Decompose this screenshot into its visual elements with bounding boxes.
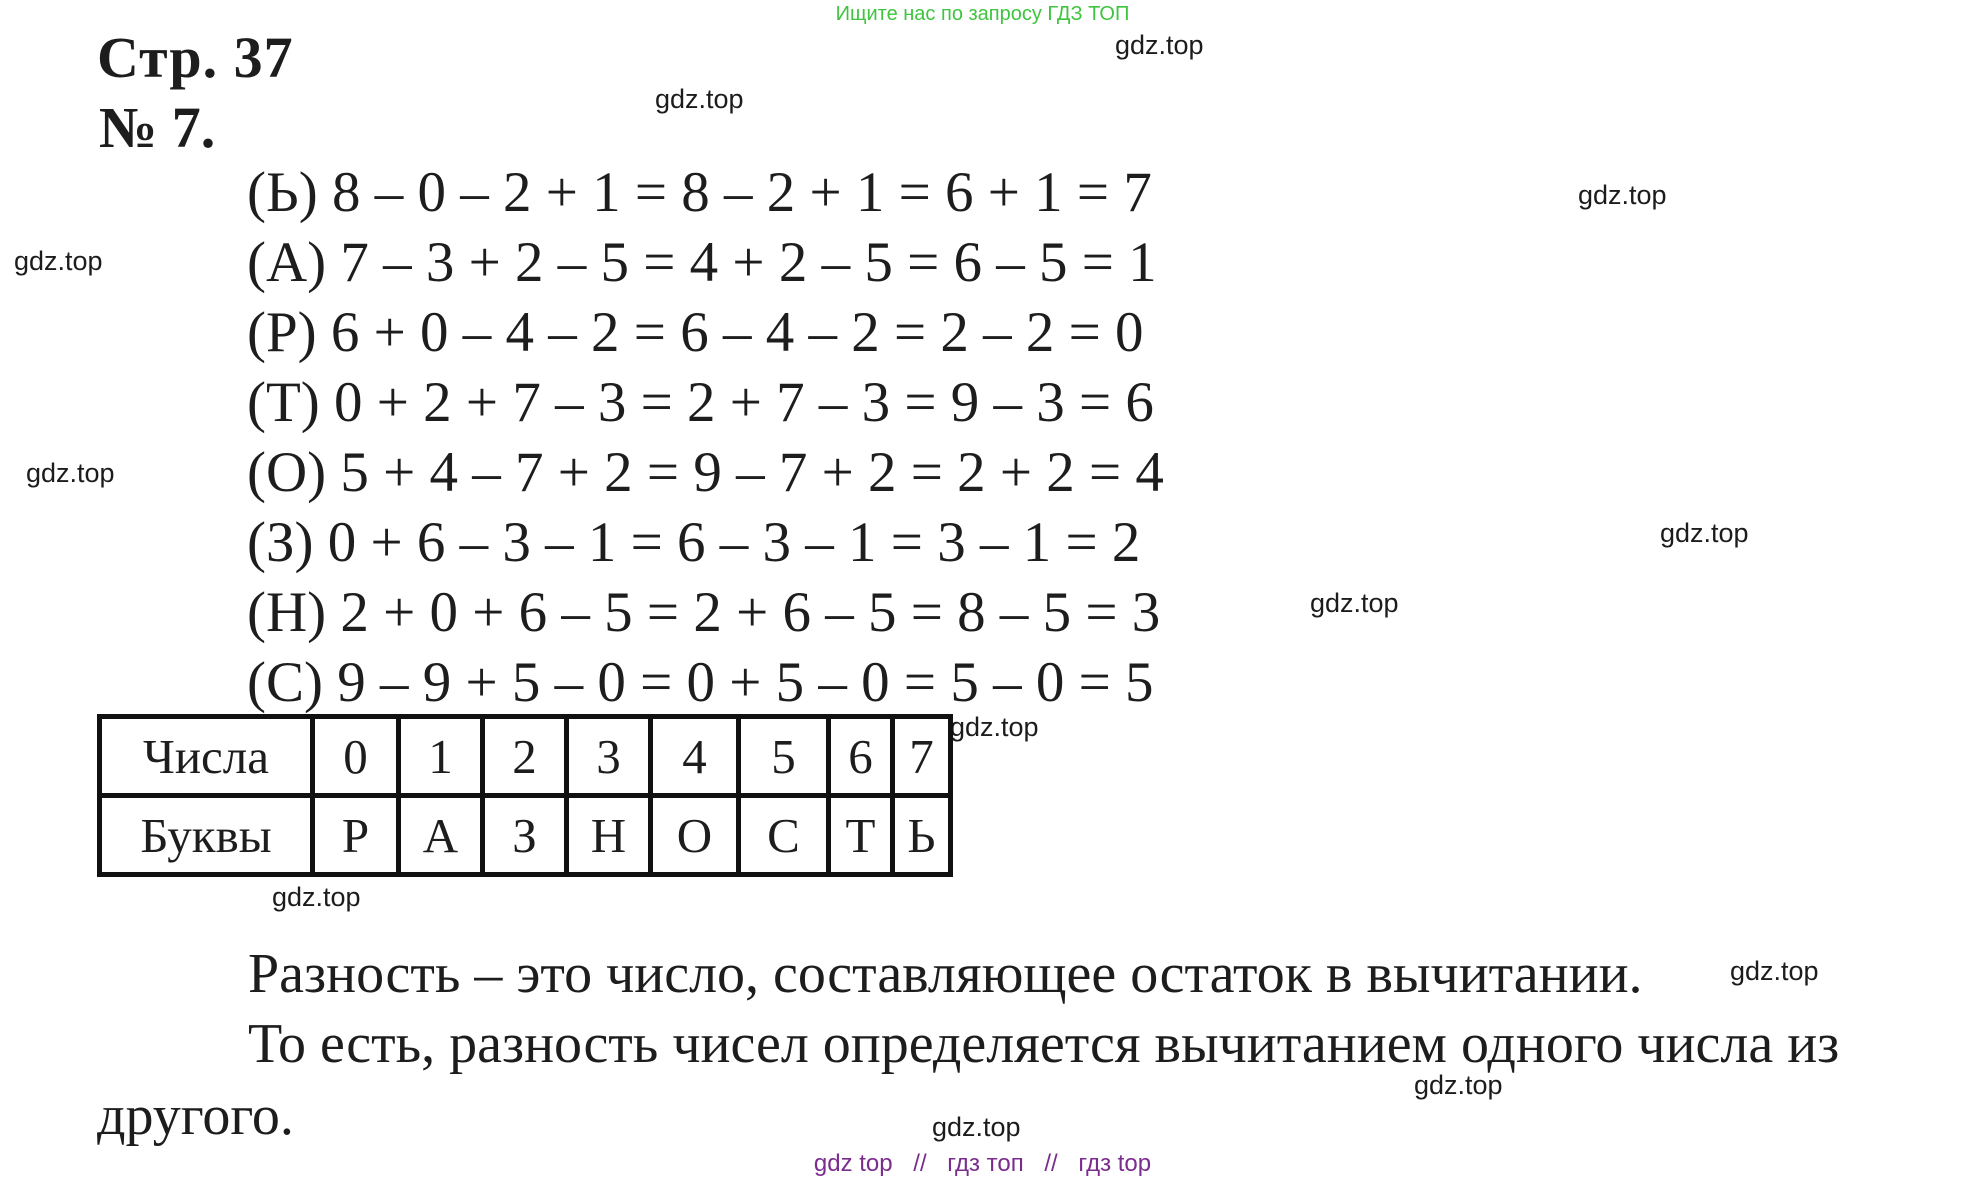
equation-line: (Р) 6 + 0 – 4 – 2 = 6 – 4 – 2 = 2 – 2 = 0 <box>247 301 1144 364</box>
table-row-label: Буквы <box>100 796 313 875</box>
equations-block <box>247 158 1164 718</box>
answer-text-line: То есть, разность чисел определяется вычитанием одного числа из <box>248 1013 1840 1075</box>
watermark-gdz-top: gdz.top <box>272 882 361 912</box>
table-cell: Ь <box>893 796 951 875</box>
watermark-gdz-top: gdz.top <box>950 712 1039 742</box>
watermark-gdz-top: gdz.top <box>1414 1070 1503 1100</box>
table-cell: 5 <box>739 717 829 796</box>
table-cell: С <box>739 796 829 875</box>
footer-link[interactable]: gdz top <box>813 1150 893 1177</box>
table-cell: 2 <box>483 717 567 796</box>
table-cell: 0 <box>313 717 399 796</box>
answer-text-line: другого. <box>97 1085 294 1147</box>
watermark-gdz-top: gdz.top <box>14 246 103 276</box>
watermark-gdz-top: gdz.top <box>1578 180 1667 210</box>
watermark-gdz-top: gdz.top <box>1310 588 1399 618</box>
equation-line: (Н) 2 + 0 + 6 – 5 = 2 + 6 – 5 = 8 – 5 = 3 <box>247 581 1161 644</box>
watermark-gdz-top: gdz.top <box>26 458 115 488</box>
footer-links <box>0 1150 1965 1178</box>
equation-line: (З) 0 + 6 – 3 – 1 = 6 – 3 – 1 = 3 – 1 = 2 <box>247 511 1141 574</box>
footer-link[interactable]: гдз топ <box>947 1150 1024 1177</box>
table-cell: Н <box>567 796 651 875</box>
table-cell: 6 <box>829 717 893 796</box>
table-cell: 3 <box>567 717 651 796</box>
footer-separator: // <box>1044 1150 1058 1177</box>
answer-table <box>97 714 953 877</box>
promo-banner: Ищите нас по запросу ГДЗ ТОП <box>835 3 1130 25</box>
watermark-gdz-top: gdz.top <box>1730 956 1819 986</box>
equation-line: (Ь) 8 – 0 – 2 + 1 = 8 – 2 + 1 = 6 + 1 = 7 <box>247 161 1152 224</box>
table-cell: Р <box>313 796 399 875</box>
answer-text-line: Разность – это число, составляющее остаток в вычитании. <box>248 943 1643 1005</box>
page-title: Стр. 37 <box>97 25 294 90</box>
footer-separator: // <box>913 1150 927 1177</box>
footer-link[interactable]: гдз top <box>1078 1150 1152 1177</box>
equation-line: (С) 9 – 9 + 5 – 0 = 0 + 5 – 0 = 5 – 0 = 5 <box>247 651 1154 714</box>
numbers-row <box>100 717 951 796</box>
table-cell: 4 <box>651 717 739 796</box>
equation-line: (О) 5 + 4 – 7 + 2 = 9 – 7 + 2 = 2 + 2 = 4 <box>247 441 1164 504</box>
table-cell: Т <box>829 796 893 875</box>
table-cell: 1 <box>399 717 483 796</box>
equation-line: (Т) 0 + 2 + 7 – 3 = 2 + 7 – 3 = 9 – 3 = 6 <box>247 371 1154 434</box>
letters-row <box>100 796 951 875</box>
watermark-gdz-top: gdz.top <box>1660 518 1749 548</box>
table-row-label: Числа <box>100 717 313 796</box>
watermark-gdz-top: gdz.top <box>932 1112 1021 1142</box>
table-cell: З <box>483 796 567 875</box>
exercise-number: № 7. <box>99 95 216 160</box>
equation-line: (А) 7 – 3 + 2 – 5 = 4 + 2 – 5 = 6 – 5 = 1 <box>247 231 1157 294</box>
table-cell: А <box>399 796 483 875</box>
table-cell: 7 <box>893 717 951 796</box>
watermark-gdz-top: gdz.top <box>655 84 744 114</box>
table-cell: О <box>651 796 739 875</box>
watermark-gdz-top: gdz.top <box>1115 30 1204 60</box>
